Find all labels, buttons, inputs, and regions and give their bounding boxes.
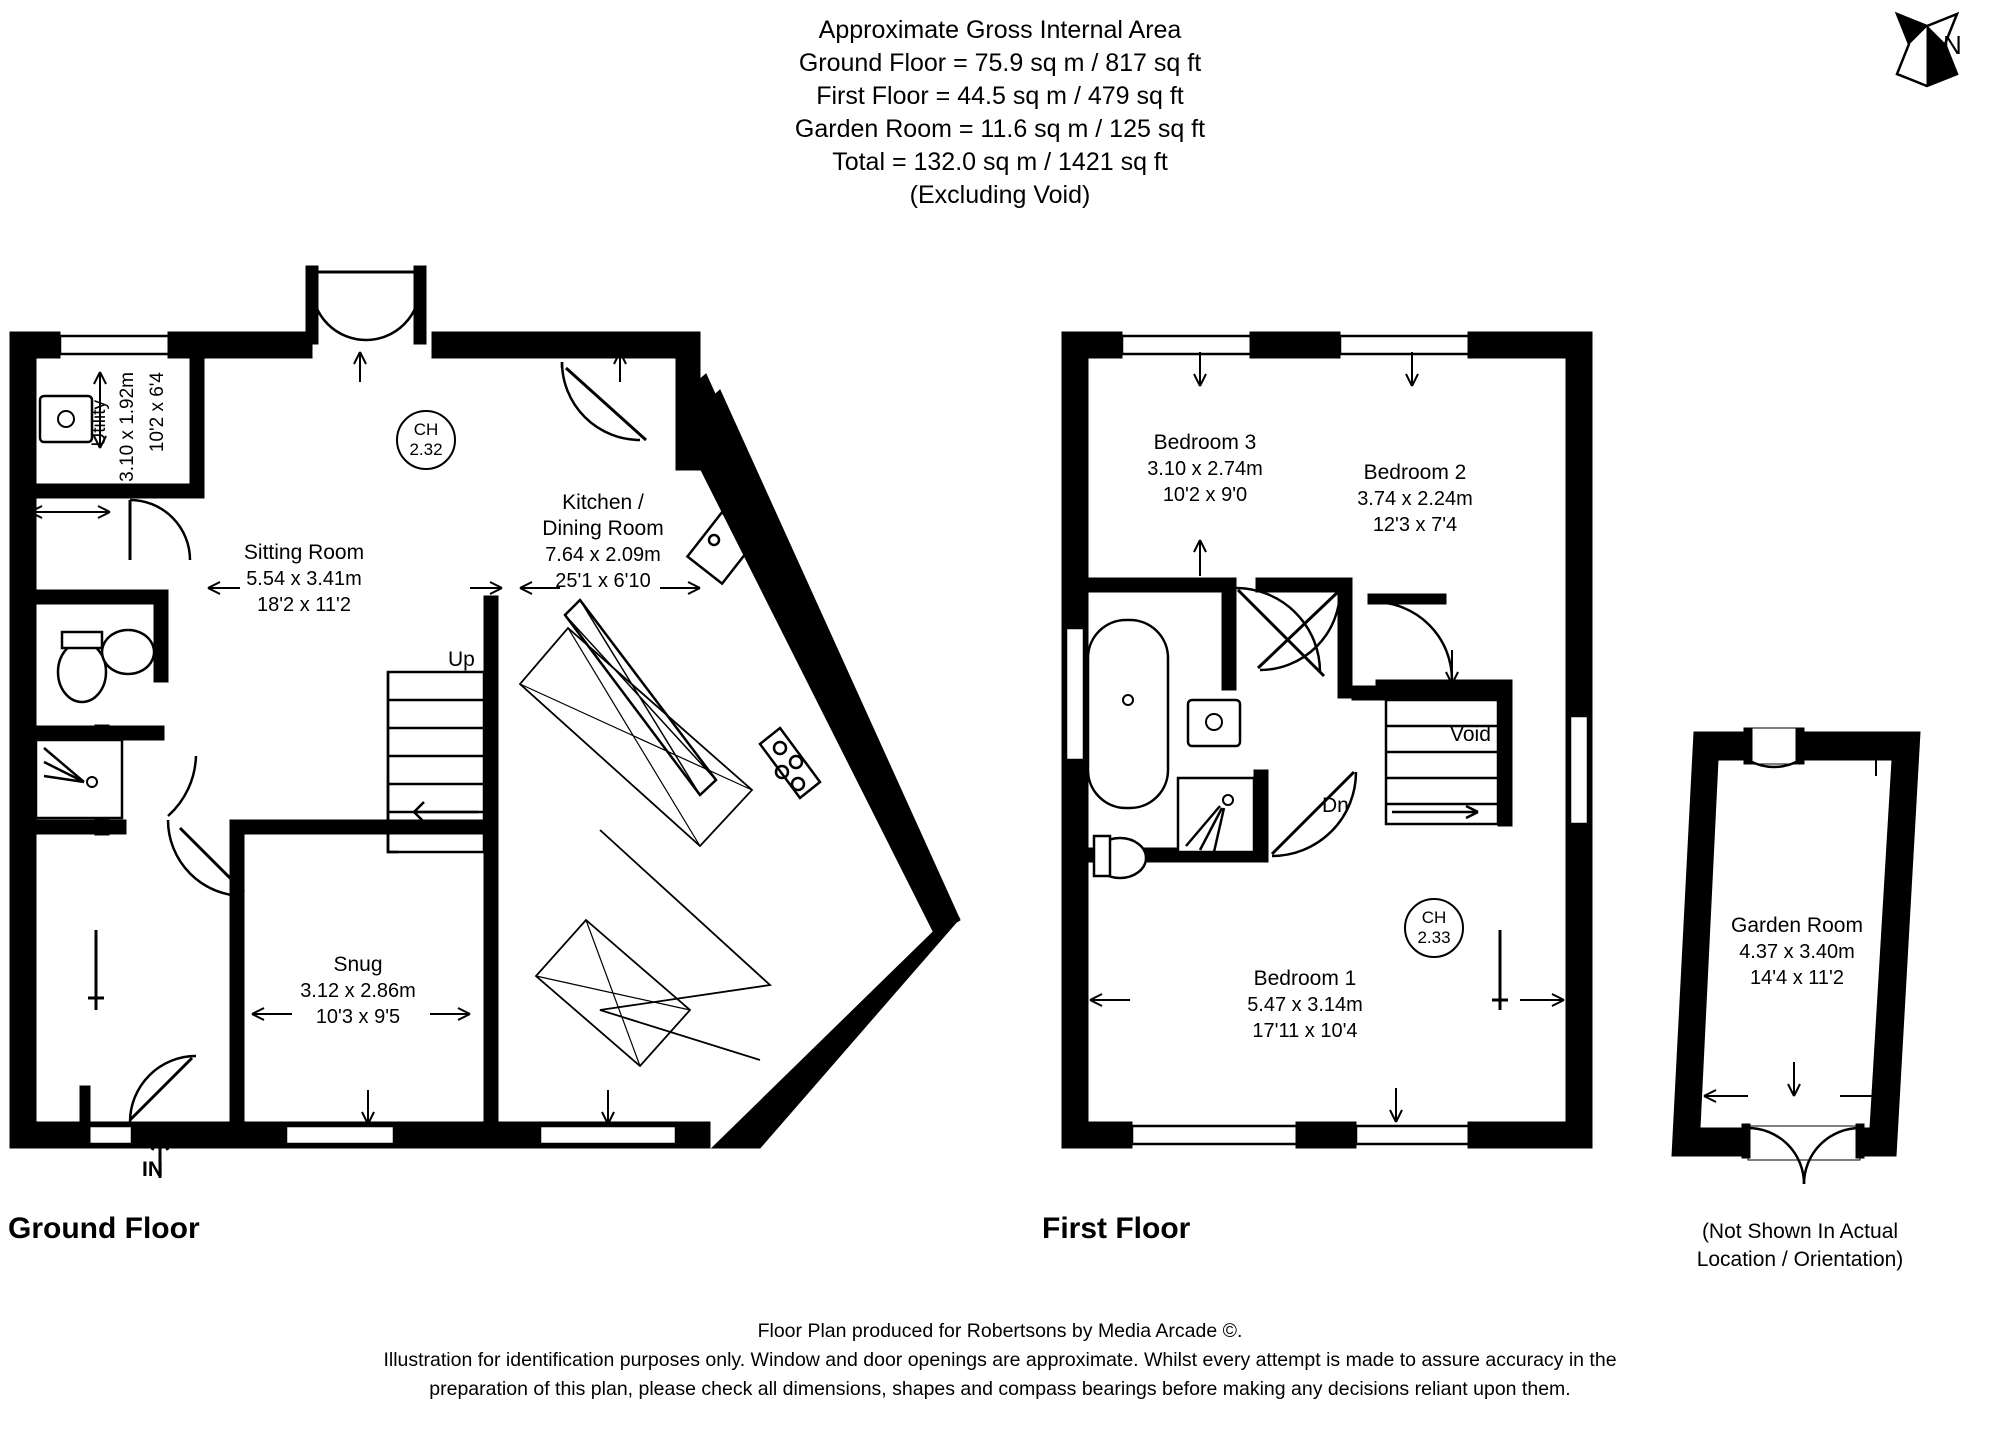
room-bedroom-3-name: Bedroom 3 [1153, 431, 1257, 454]
room-snug-metric: 3.12 x 2.86m [300, 980, 416, 1002]
room-kitchen-dining-imperial: 25'1 x 6'10 [555, 570, 651, 592]
room-bedroom-3-metric: 3.10 x 2.74m [1147, 458, 1263, 480]
room-sitting-room [174, 540, 434, 618]
room-sitting-room-name: Sitting Room [243, 541, 365, 564]
room-snug [238, 952, 478, 1030]
area-summary-line-6: (Excluding Void) [909, 181, 1091, 209]
room-bedroom-2-metric: 3.74 x 2.24m [1357, 488, 1473, 510]
ceiling-height-ground-label: CH [413, 420, 439, 439]
room-bedroom-1 [1180, 966, 1430, 1044]
room-bedroom-2-name: Bedroom 2 [1363, 461, 1467, 484]
room-garden-room-imperial: 14'4 x 11'2 [1749, 967, 1844, 989]
first-floor-title: First Floor [1042, 1212, 1191, 1245]
garden-room-note-line-2: Location / Orientation) [1696, 1248, 1904, 1271]
footer-line-1: Floor Plan produced for Robertsons by Media Arcade ©. [757, 1320, 1243, 1342]
room-garden-room [1672, 913, 1922, 991]
area-summary-line-4: Garden Room = 11.6 sq m / 125 sq ft [794, 115, 1206, 143]
ceiling-height-ground [396, 410, 456, 470]
room-utility-dims-imperial-vertical: 10'2 x 6'4 [147, 372, 168, 453]
room-utility-dims-vertical: 3.10 x 1.92m [117, 372, 138, 482]
area-summary-line-2: Ground Floor = 75.9 sq m / 817 sq ft [798, 49, 1202, 77]
ground-floor-title: Ground Floor [8, 1212, 200, 1245]
room-bedroom-1-imperial: 17'11 x 10'4 [1252, 1020, 1358, 1042]
footer-line-2: Illustration for identification purposes only. Window and door openings are approximate. Whilst every attempt is made to assure accuracy in the [383, 1349, 1617, 1371]
room-kitchen-dining-metric: 7.64 x 2.09m [545, 544, 661, 566]
area-summary-line-1: Approximate Gross Internal Area [818, 16, 1182, 44]
stairs-dn-label: Dn [1322, 794, 1349, 817]
room-garden-room-metric: 4.37 x 3.40m [1739, 941, 1855, 963]
room-bedroom-1-name: Bedroom 1 [1253, 967, 1357, 990]
garden-room-note-line-1: (Not Shown In Actual [1701, 1220, 1899, 1243]
room-sitting-room-metric: 5.54 x 3.41m [246, 568, 362, 590]
room-garden-room-name: Garden Room [1731, 914, 1863, 937]
ceiling-height-first-label: CH [1421, 908, 1447, 927]
room-sitting-room-imperial: 18'2 x 11'2 [256, 594, 351, 616]
room-snug-imperial: 10'3 x 9'5 [315, 1006, 401, 1028]
stairs-up-label: Up [448, 648, 475, 671]
ceiling-height-first-value: 2.33 [1417, 928, 1451, 947]
room-bedroom-3-imperial: 10'2 x 9'0 [1162, 484, 1248, 506]
room-bedroom-1-metric: 5.47 x 3.14m [1247, 994, 1363, 1016]
room-kitchen-dining-name-1: Kitchen / [562, 491, 644, 514]
garden-room-note [1640, 1218, 1960, 1274]
room-bedroom-2-imperial: 12'3 x 7'4 [1372, 514, 1458, 536]
ceiling-height-first [1404, 898, 1464, 958]
footer-line-3: preparation of this plan, please check all dimensions, shapes and compass bearings before making any decisions reliant upon them. [429, 1378, 1571, 1400]
void-label: Void [1450, 723, 1491, 746]
room-kitchen-dining [498, 490, 708, 594]
compass-north-label: N [1943, 30, 1962, 60]
entrance-label: IN [142, 1158, 163, 1181]
footer-disclaimer [0, 1317, 2000, 1404]
area-summary-line-5: Total = 132.0 sq m / 1421 sq ft [832, 148, 1168, 176]
room-bedroom-2 [1300, 460, 1530, 538]
room-utility-label: Utility [89, 400, 110, 447]
room-snug-name: Snug [333, 953, 383, 976]
ceiling-height-ground-value: 2.32 [409, 440, 443, 459]
area-summary-line-3: First Floor = 44.5 sq m / 479 sq ft [816, 82, 1184, 110]
room-kitchen-dining-name-2: Dining Room [542, 517, 664, 540]
room-bedroom-3 [1090, 430, 1320, 508]
